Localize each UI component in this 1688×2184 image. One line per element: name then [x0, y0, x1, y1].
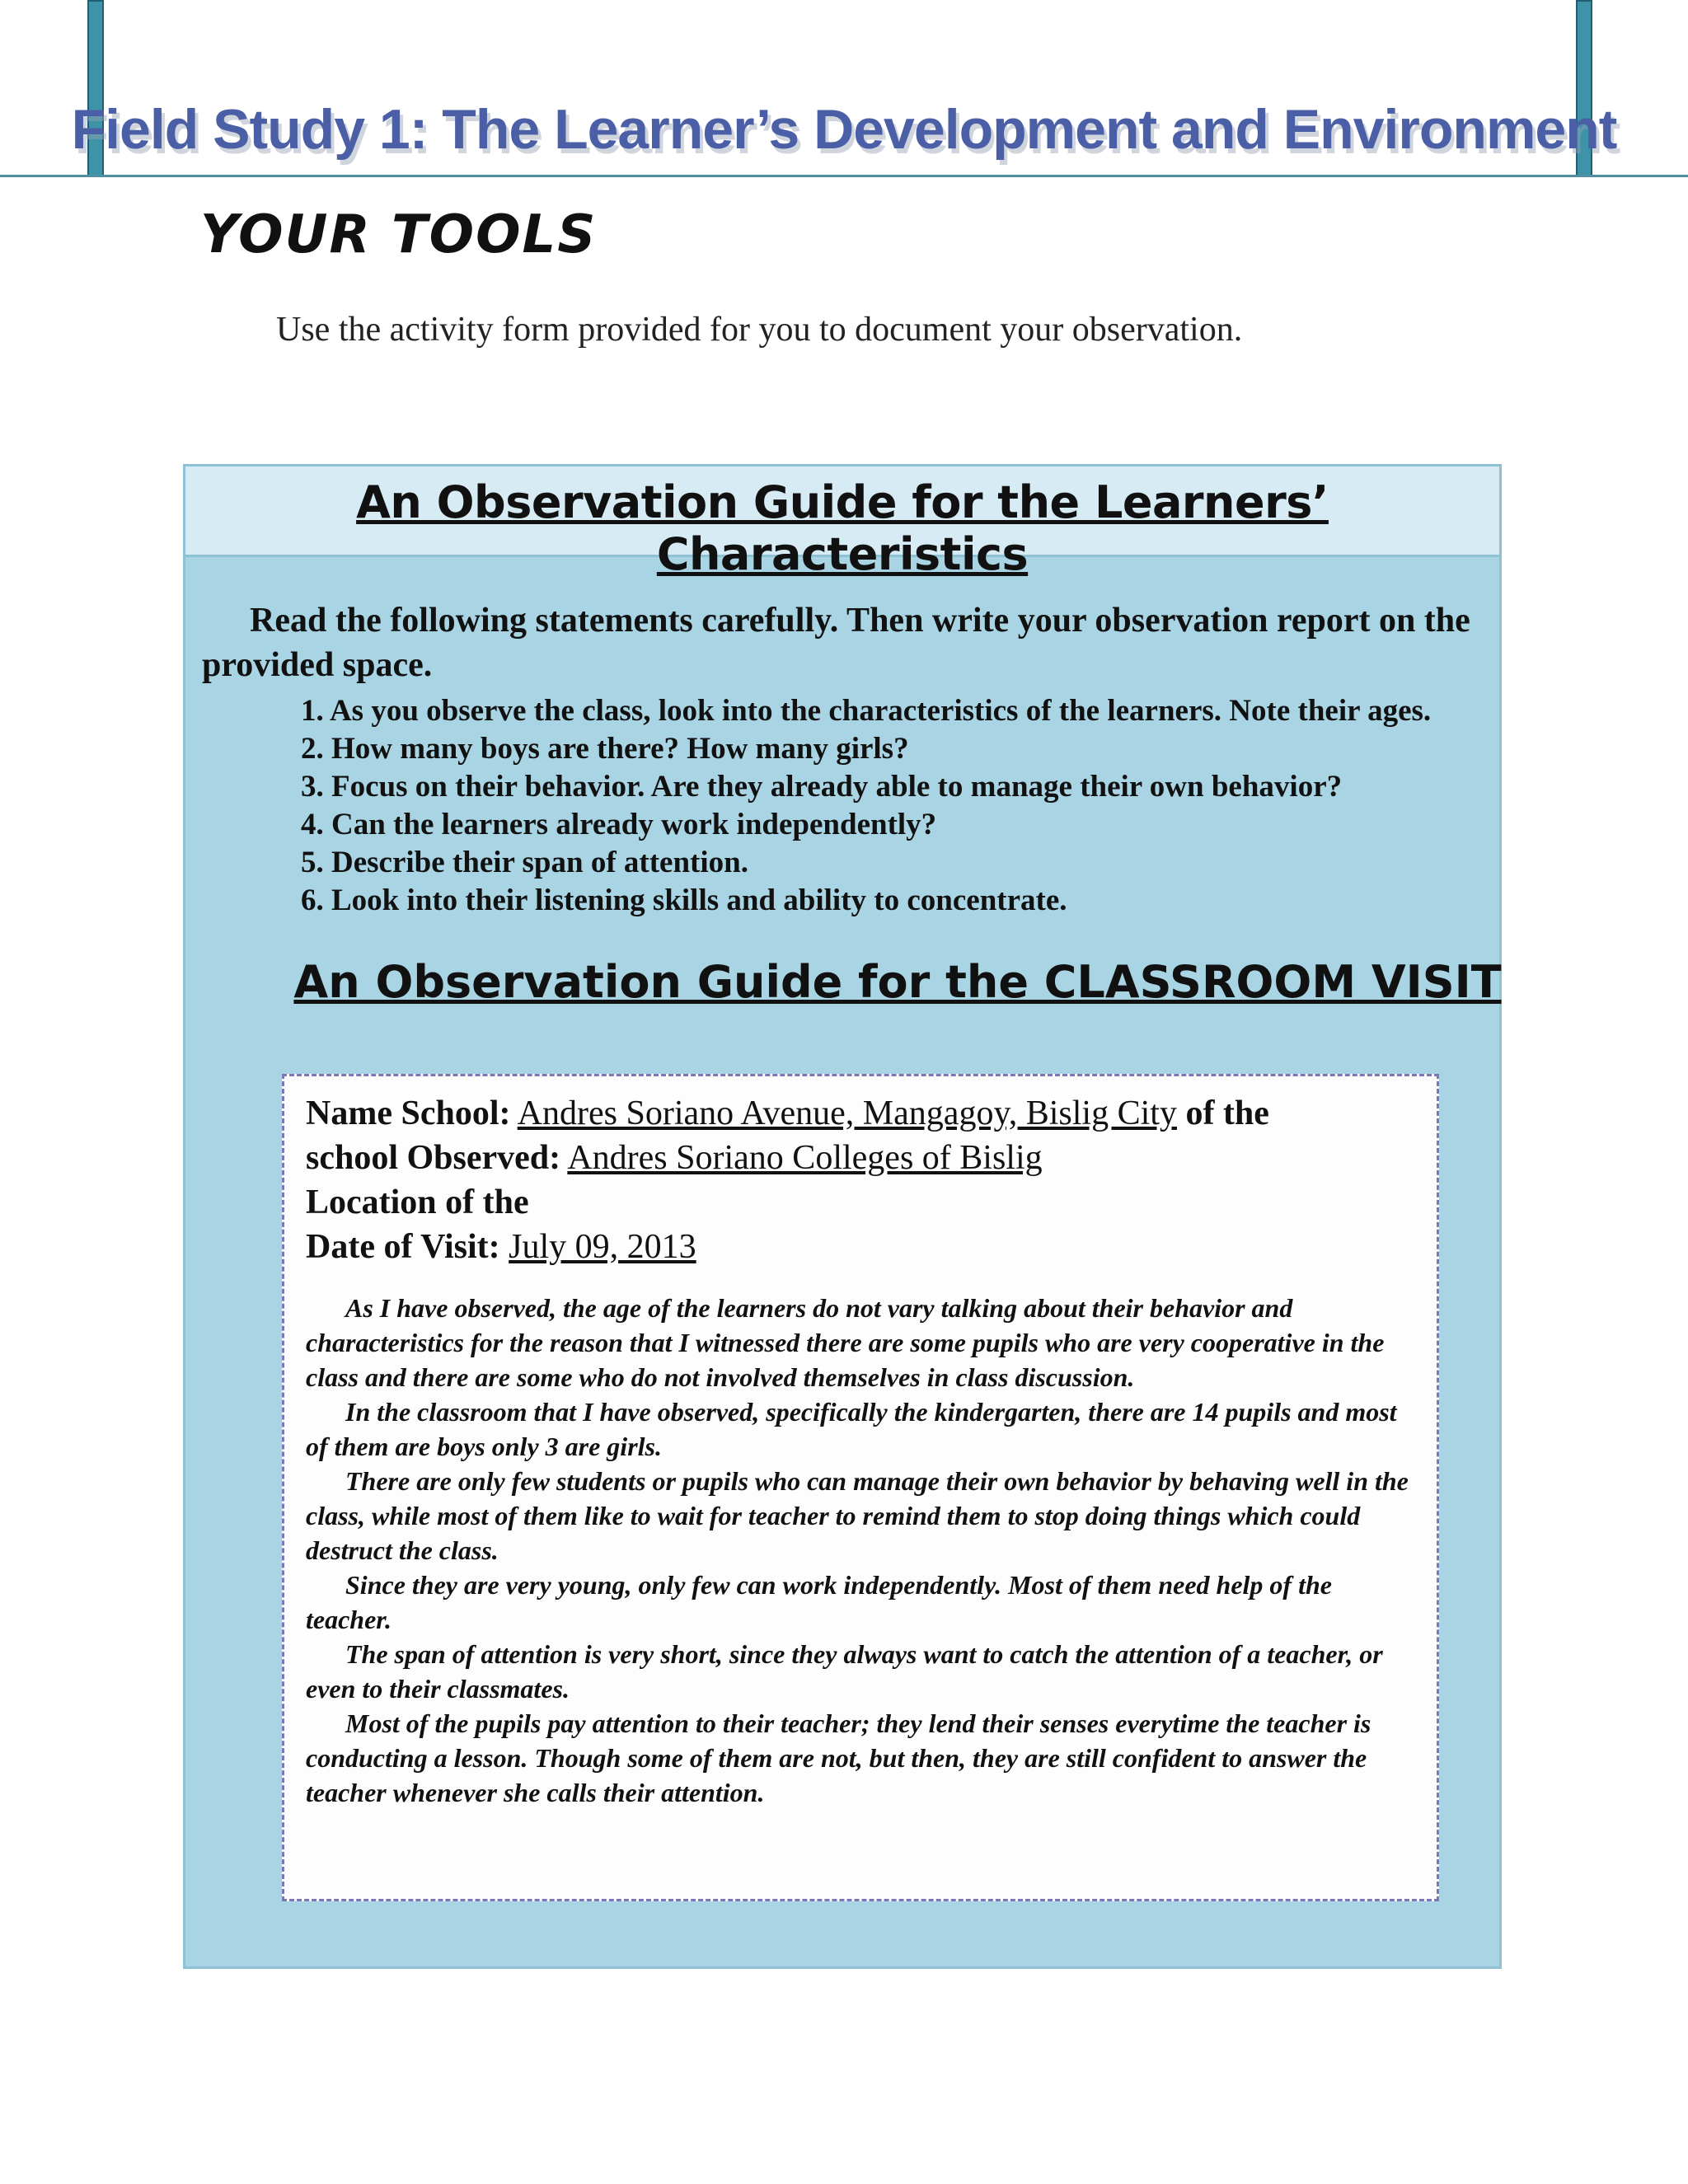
observation-report-box	[282, 1074, 1439, 1901]
instruction-step: 4. Can the learners already work independently?	[301, 808, 937, 841]
school-observed-label: school Observed:	[306, 1139, 561, 1177]
classroom-visit-title-text: An Observation Guide for the CLASSROOM VISIT	[293, 956, 1502, 1008]
narrative-paragraph: Since they are very young, only few can work independently. Most of them need help of the teacher.	[306, 1570, 1332, 1634]
narrative-paragraph: The span of attention is very short, since they always want to catch the attention of a teacher, or even to their classmates.	[306, 1639, 1383, 1704]
classroom-visit-title	[0, 956, 1688, 1008]
name-school-value: Andres Soriano Avenue, Mangagoy, Bislig City	[517, 1094, 1177, 1132]
date-field	[306, 1225, 1415, 1269]
instruction-step: 6. Look into their listening skills and ability to concentrate.	[301, 883, 1067, 917]
instructions-lead: Read the following statements carefully. Then write your observation report on the provided space.	[202, 602, 1470, 684]
narrative-paragraph: There are only few students or pupils who can manage their own behavior by behaving well in the class, while most of them like to wait for teacher to remind them to stop doing things which could destruct the class.	[306, 1466, 1409, 1565]
date-label: Date of Visit:	[306, 1228, 500, 1266]
instruction-step: 1. As you observe the class, look into the characteristics of the learners. Note their ages.	[301, 694, 1432, 728]
instruction-step: 3. Focus on their behavior. Are they already able to manage their own behavior?	[301, 770, 1343, 804]
narrative-paragraph: In the classroom that I have observed, specifically the kindergarten, there are 14 pupils and most of them are boys only 3 are girls.	[306, 1397, 1397, 1461]
name-school-label: Name School:	[306, 1094, 511, 1132]
location-label: Location of the	[306, 1183, 529, 1221]
instruction-step: 2. How many boys are there? How many girls?	[301, 732, 909, 766]
school-observed-value: Andres Soriano Colleges of Bislig	[567, 1139, 1043, 1177]
section-title: YOUR TOOLS	[200, 204, 598, 265]
observation-narrative	[306, 1291, 1415, 1810]
header-title: Field Study 1: The Learner’s Development and Environment	[71, 98, 1617, 161]
panel-title: An Observation Guide for the Learners’ Characteristics	[356, 476, 1329, 580]
location-field	[306, 1180, 1415, 1225]
narrative-paragraph: As I have observed, the age of the learners do not vary talking about their behavior and characteristics for the reason that I witnessed there are some pupils who are very cooperative in the class and there are some who do not involved themselves in class discussion.	[306, 1293, 1385, 1392]
school-observed-field	[306, 1136, 1415, 1180]
panel-header	[185, 466, 1499, 580]
date-value: July 09, 2013	[509, 1228, 696, 1266]
narrative-paragraph: Most of the pupils pay attention to their teacher; they lend their senses everytime the teacher is conducting a lesson. Though some of them are not, but then, they are still confident to answer the teacher whenever she calls their attention.	[306, 1708, 1372, 1807]
name-school-field	[306, 1091, 1415, 1136]
of-the-label: of the	[1185, 1094, 1269, 1132]
header-divider	[0, 175, 1688, 177]
instruction-step: 5. Describe their span of attention.	[301, 846, 748, 879]
section-intro: Use the activity form provided for you to document your observation.	[276, 311, 1243, 349]
instruction-steps	[301, 692, 1488, 920]
instructions	[202, 598, 1488, 920]
